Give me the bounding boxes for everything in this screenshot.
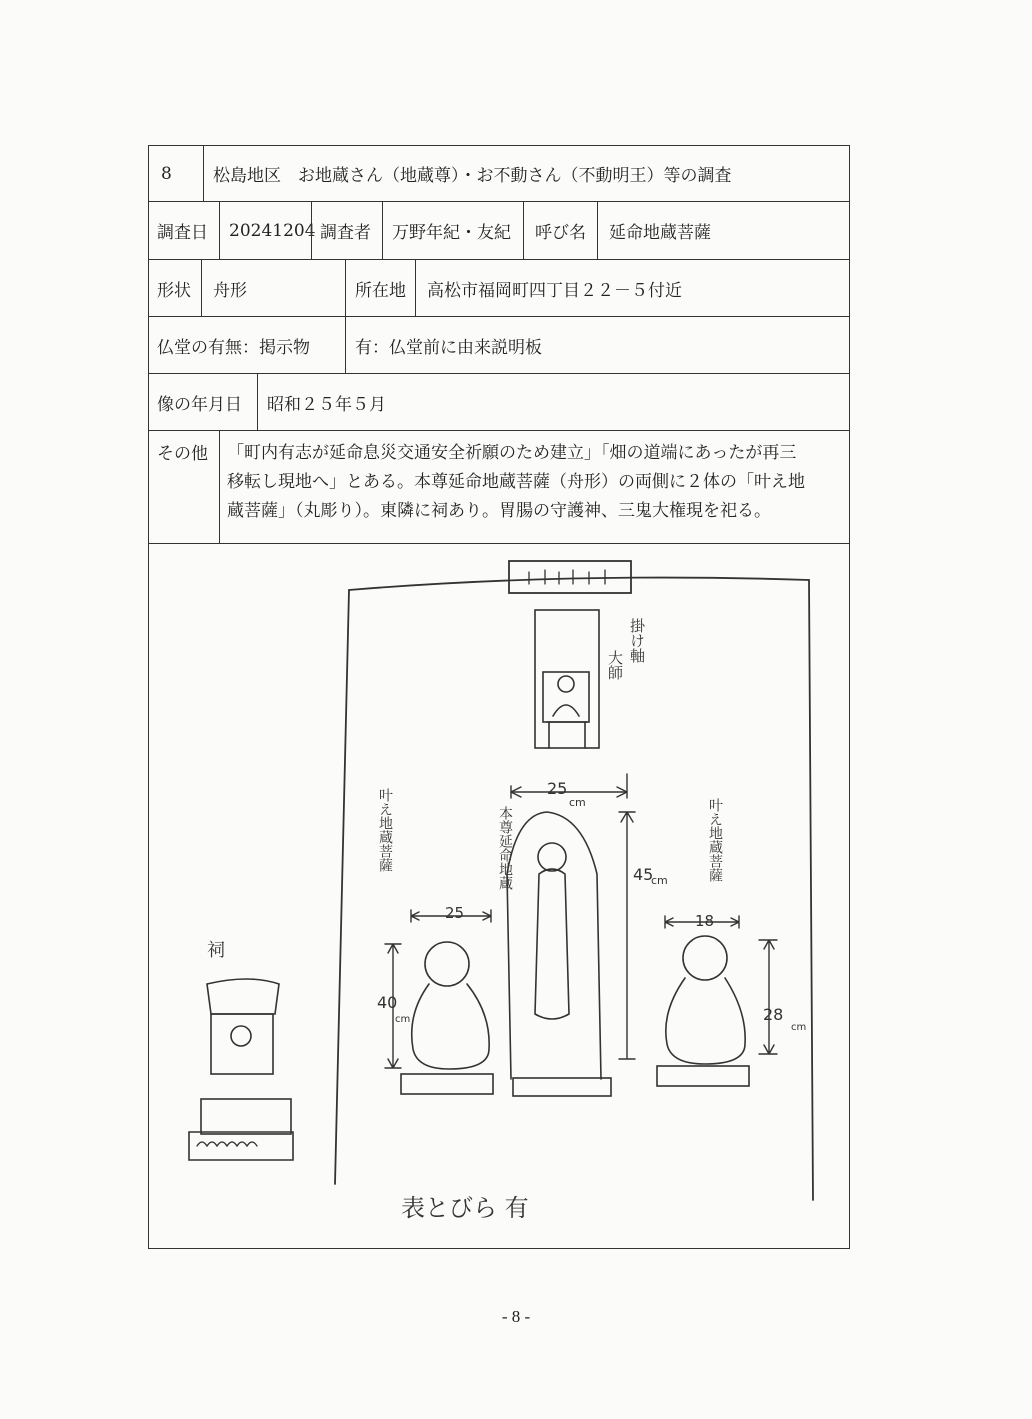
common-name-value: 延命地蔵菩薩 (609, 223, 711, 243)
statue-date-label: 像の年月日 (157, 394, 242, 415)
right-height-unit: cm (791, 1022, 807, 1033)
header-row (149, 146, 849, 202)
main-width-dim: 25 (547, 779, 568, 798)
shrine-label: 祠 (207, 940, 225, 961)
small-shrine (207, 979, 279, 1014)
statue-date-value: 昭和２５年５月 (267, 394, 386, 415)
surveyor-value: 万野年紀・友紀 (392, 223, 511, 243)
right-statue-label: 叶え地蔵菩薩 (707, 798, 723, 882)
other-line-1: 「町内有志が延命息災交通安全祈願のため建立」「畑の道端にあったが再三 (227, 443, 797, 463)
survey-form (148, 145, 850, 1249)
other-row (149, 431, 849, 544)
right-height-dim: 28 (763, 1005, 784, 1024)
left-width-dim: 25 (445, 904, 465, 922)
survey-title: 松島地区 お地蔵さん（地蔵尊）・お不動さん（不動明王）等の調査 (213, 166, 732, 186)
shape-label: 形状 (157, 280, 191, 301)
hand-drawn-sketch (149, 544, 849, 1248)
hall-row (149, 317, 849, 374)
right-width-dim: 18 (695, 912, 715, 930)
main-statue (507, 812, 601, 1079)
location-value: 高松市福岡町四丁目２２－５付近 (427, 280, 682, 301)
statue-date-row (149, 374, 849, 431)
daishi-label: 大師 (606, 650, 624, 680)
other-line-3: 蔵菩薩」（丸彫り）。東隣に祠あり。胃腸の守護神、三鬼大権現を祀る。 (227, 501, 771, 521)
left-statue-label: 叶え地蔵菩薩 (377, 788, 393, 872)
left-statue (425, 942, 469, 986)
other-label: その他 (157, 443, 208, 464)
right-statue (683, 936, 727, 980)
hall-label: 仏堂の有無：掲示物 (157, 337, 310, 358)
page-number: - 8 - (501, 1307, 531, 1326)
left-height-unit: cm (395, 1014, 411, 1025)
survey-date-label: 調査日 (157, 223, 208, 243)
surveyor-label: 調査者 (320, 223, 371, 243)
main-width-unit: cm (569, 796, 586, 809)
main-statue-label: 本尊延命地蔵 (497, 806, 513, 890)
record-number: 8 (161, 163, 172, 184)
main-height-unit: cm (651, 874, 668, 887)
other-notes (227, 439, 845, 526)
common-name-label: 呼び名 (535, 223, 586, 243)
location-label: 所在地 (355, 280, 406, 301)
other-line-2: 移転し現地へ」とある。本尊延命地蔵菩薩（舟形）の両側に２体の「叶え地 (227, 472, 805, 492)
hall-outline (349, 578, 809, 590)
hanging-scroll-label: 掛け軸 (628, 618, 646, 663)
main-height-dim: 45 (633, 865, 654, 884)
left-height-dim: 40 (377, 993, 398, 1012)
shape-row (149, 260, 849, 317)
hall-value: 有：仏堂前に由来説明板 (355, 337, 542, 358)
shape-value: 舟形 (213, 280, 247, 301)
survey-date-value: 20241204 (229, 220, 316, 241)
survey-row (149, 202, 849, 260)
front-door-note: 表とびら 有 (401, 1194, 529, 1222)
